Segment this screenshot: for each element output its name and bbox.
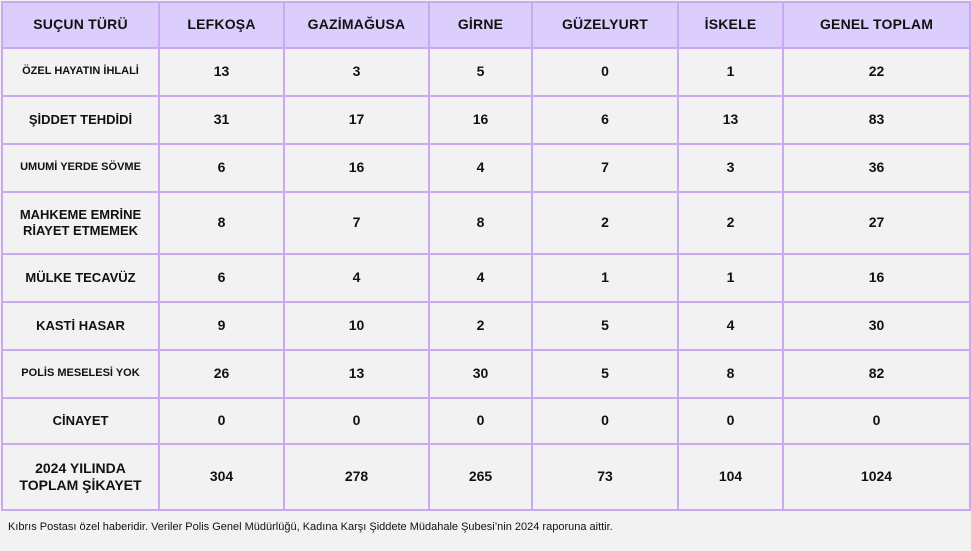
cell-gazimagusa: 16 [284, 144, 429, 192]
total-girne: 265 [429, 444, 532, 510]
cell-genel-toplam: 30 [783, 302, 970, 350]
row-label [2, 192, 159, 254]
cell-iskele: 13 [678, 96, 783, 144]
cell-iskele: 1 [678, 48, 783, 96]
cell-genel-toplam: 22 [783, 48, 970, 96]
cell-lefkosa: 13 [159, 48, 284, 96]
row-label: UMUMİ YERDE SÖVME [2, 144, 159, 192]
source-footnote: Kıbrıs Postası özel haberidir. Veriler Polis Genel Müdürlüğü, Kadına Karşı Şiddete Müdahale Şubesi’nin 2024 raporuna aittir. [8, 521, 613, 533]
cell-lefkosa: 9 [159, 302, 284, 350]
cell-guzelyurt: 2 [532, 192, 678, 254]
cell-girne: 4 [429, 144, 532, 192]
header-girne: GİRNE [429, 2, 532, 48]
table-row [2, 254, 970, 302]
row-label-line2: RİAYET ETMEMEK [22, 223, 139, 238]
cell-genel-toplam: 16 [783, 254, 970, 302]
cell-guzelyurt: 1 [532, 254, 678, 302]
table-row [2, 302, 970, 350]
cell-guzelyurt: 6 [532, 96, 678, 144]
cell-girne: 16 [429, 96, 532, 144]
cell-iskele: 2 [678, 192, 783, 254]
cell-lefkosa: 26 [159, 350, 284, 398]
cell-guzelyurt: 0 [532, 48, 678, 96]
header-lefkosa: LEFKOŞA [159, 2, 284, 48]
cell-gazimagusa: 17 [284, 96, 429, 144]
cell-lefkosa: 31 [159, 96, 284, 144]
cell-gazimagusa: 0 [284, 398, 429, 444]
table-row [2, 192, 970, 254]
cell-girne: 4 [429, 254, 532, 302]
cell-genel-toplam: 36 [783, 144, 970, 192]
header-gazimagusa: GAZİMAĞUSA [284, 2, 429, 48]
total-iskele: 104 [678, 444, 783, 510]
cell-iskele: 1 [678, 254, 783, 302]
total-row-label [2, 444, 159, 510]
row-label: ÖZEL HAYATIN İHLALİ [2, 48, 159, 96]
table-row [2, 350, 970, 398]
table-row [2, 144, 970, 192]
cell-genel-toplam: 83 [783, 96, 970, 144]
cell-gazimagusa: 10 [284, 302, 429, 350]
table-row [2, 48, 970, 96]
header-guzelyurt: GÜZELYURT [532, 2, 678, 48]
cell-genel-toplam: 27 [783, 192, 970, 254]
table-row [2, 96, 970, 144]
row-label: POLİS MESELESİ YOK [2, 350, 159, 398]
cell-gazimagusa: 7 [284, 192, 429, 254]
table-row [2, 398, 970, 444]
cell-genel-toplam: 82 [783, 350, 970, 398]
cell-guzelyurt: 7 [532, 144, 678, 192]
cell-girne: 30 [429, 350, 532, 398]
cell-iskele: 8 [678, 350, 783, 398]
table-header-row [2, 2, 970, 48]
crime-statistics-table [1, 1, 971, 511]
cell-guzelyurt: 5 [532, 350, 678, 398]
cell-girne: 2 [429, 302, 532, 350]
row-label: MÜLKE TECAVÜZ [2, 254, 159, 302]
cell-iskele: 3 [678, 144, 783, 192]
total-guzelyurt: 73 [532, 444, 678, 510]
total-gazimagusa: 278 [284, 444, 429, 510]
cell-lefkosa: 6 [159, 254, 284, 302]
cell-guzelyurt: 0 [532, 398, 678, 444]
cell-genel-toplam: 0 [783, 398, 970, 444]
cell-girne: 0 [429, 398, 532, 444]
total-lefkosa: 304 [159, 444, 284, 510]
header-crime-type: SUÇUN TÜRÜ [2, 2, 159, 48]
cell-guzelyurt: 5 [532, 302, 678, 350]
total-genel-toplam: 1024 [783, 444, 970, 510]
cell-lefkosa: 0 [159, 398, 284, 444]
cell-gazimagusa: 13 [284, 350, 429, 398]
total-label-line2: TOPLAM ŞİKAYET [19, 477, 142, 493]
cell-lefkosa: 8 [159, 192, 284, 254]
row-label: KASTİ HASAR [2, 302, 159, 350]
header-iskele: İSKELE [678, 2, 783, 48]
cell-lefkosa: 6 [159, 144, 284, 192]
cell-gazimagusa: 4 [284, 254, 429, 302]
row-label-line1: MAHKEME EMRİNE [19, 206, 142, 222]
row-label: CİNAYET [2, 398, 159, 444]
cell-iskele: 0 [678, 398, 783, 444]
total-row [2, 444, 970, 510]
cell-gazimagusa: 3 [284, 48, 429, 96]
row-label: ŞİDDET TEHDİDİ [2, 96, 159, 144]
cell-iskele: 4 [678, 302, 783, 350]
cell-girne: 8 [429, 192, 532, 254]
header-genel-toplam: GENEL TOPLAM [783, 2, 970, 48]
cell-girne: 5 [429, 48, 532, 96]
total-label-line1: 2024 YILINDA [35, 459, 126, 476]
